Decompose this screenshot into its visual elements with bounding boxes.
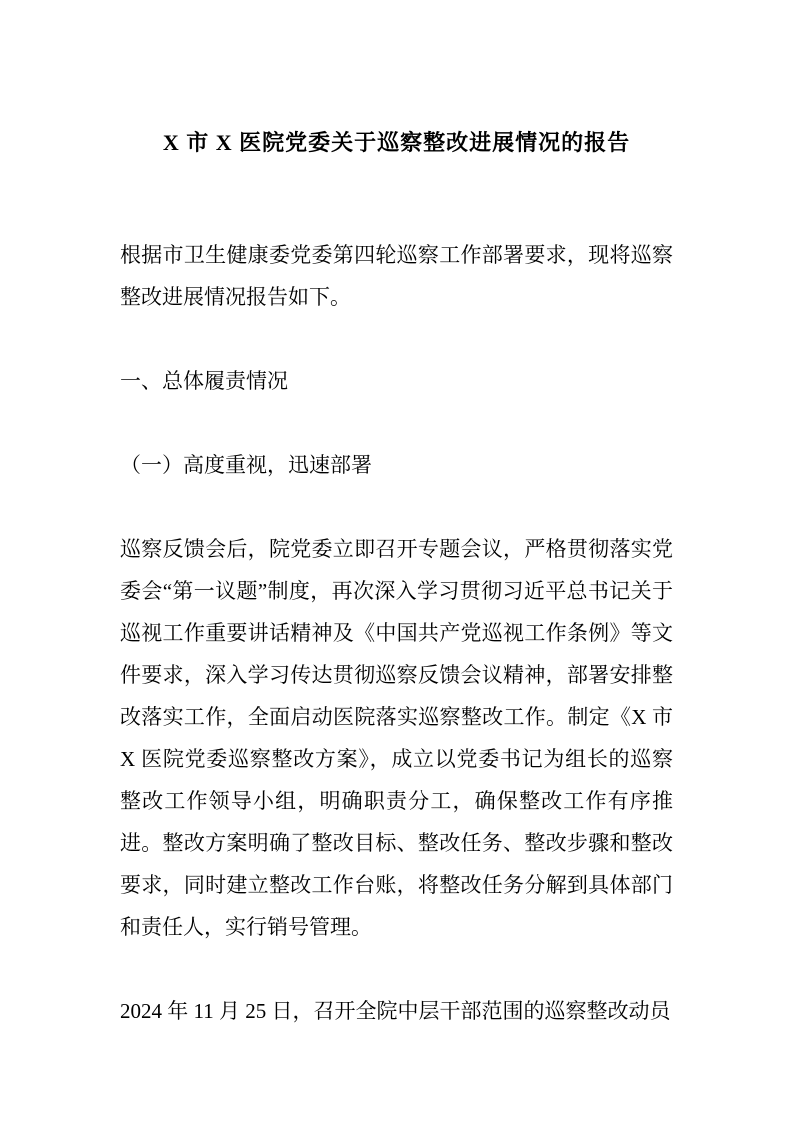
document-title: X 市 X 医院党委关于巡察整改进展情况的报告 [162,130,631,155]
body-paragraph: 巡察反馈会后，院党委立即召开专题会议，严格贯彻落实党委会“第一议题”制度，再次深入学习贯彻习近平总书记关于巡视工作重要讲话精神及《中国共产党巡视工作条例》等文件要求，深入学习传达贯彻巡察反馈会议精神，部署安排整改落实工作，全面启动医院落实巡察整改工作。制定《X 市 X 医院党委巡察整改方案》，成立以党委书记为组长的巡察整改工作领导小组，明确职责分工，确保整改工作有序推进。整改方案明确了整改目标、整改任务、整改步骤和整改要求，同时建立整改工作台账，将整改任务分解到具体部门和责任人，实行销号管理。 [120,537,673,939]
intro-paragraph: 根据市卫生健康委党委第四轮巡察工作部署要求，现将巡察整改进展情况报告如下。 [120,243,673,309]
section-heading: 一、总体履责情况 [120,369,288,393]
date-paragraph: 2024 年 11 月 25 日，召开全院中层干部范围的巡察整改动员 [120,999,671,1023]
subsection-heading: （一）高度重视，迅速部署 [120,453,372,477]
